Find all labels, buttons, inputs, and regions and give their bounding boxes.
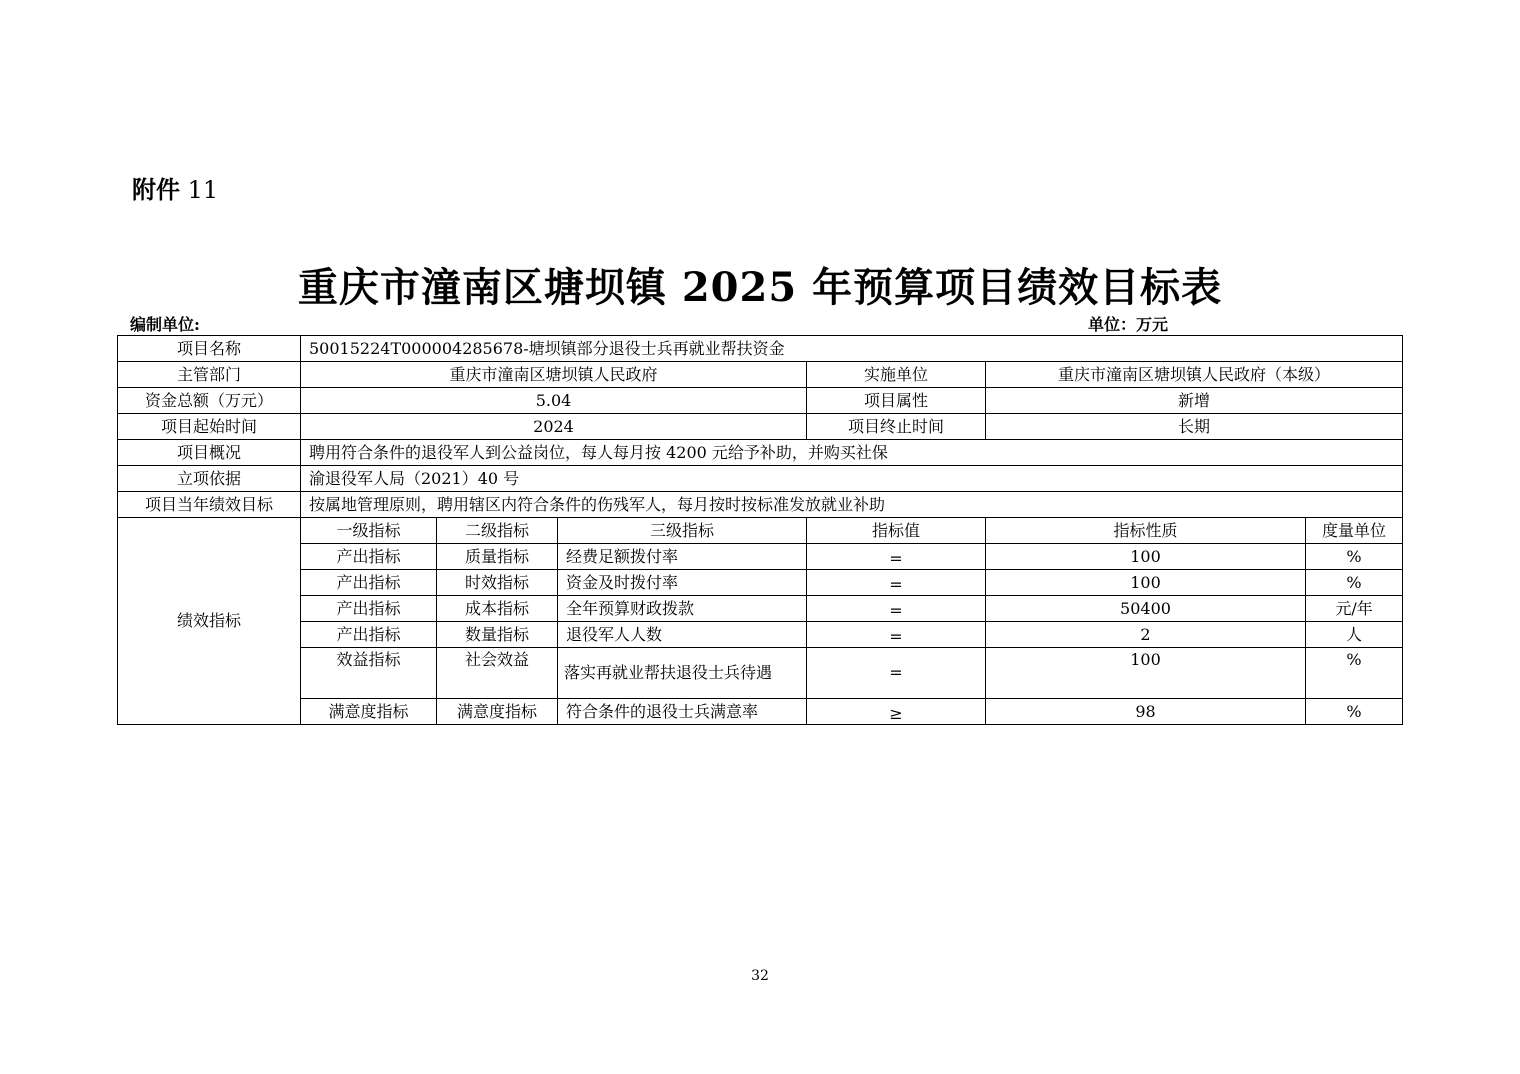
row-dept — [118, 362, 1403, 388]
perf-operator: = — [807, 622, 986, 648]
row-dates — [118, 414, 1403, 440]
header-unit: 度量单位 — [1306, 518, 1403, 544]
perf-operator: ≥ — [807, 699, 986, 725]
perf-value: 100 — [986, 544, 1306, 570]
header-nature: 指标性质 — [986, 518, 1306, 544]
perf-l2: 质量指标 — [437, 544, 558, 570]
compiler-label: 编制单位: — [130, 315, 200, 334]
overview-label: 项目概况 — [118, 440, 301, 466]
perf-section-label: 绩效指标 — [118, 518, 301, 725]
perf-l2: 社会效益 — [437, 648, 558, 699]
perf-operator: = — [807, 648, 986, 699]
funds-label: 资金总额（万元） — [118, 388, 301, 414]
perf-value: 98 — [986, 699, 1306, 725]
perf-unit: % — [1306, 699, 1403, 725]
dept-label: 主管部门 — [118, 362, 301, 388]
impl-label: 实施单位 — [807, 362, 986, 388]
start-label: 项目起始时间 — [118, 414, 301, 440]
perf-header-row — [118, 518, 1403, 544]
perf-unit: % — [1306, 570, 1403, 596]
perf-row — [118, 596, 1403, 622]
goal-value: 按属地管理原则，聘用辖区内符合条件的伤残军人，每月按时按标准发放就业补助 — [301, 492, 1403, 518]
attachment-number: 11 — [187, 176, 219, 204]
header-l3: 三级指标 — [558, 518, 807, 544]
funds-value: 5.04 — [301, 388, 807, 414]
attr-label: 项目属性 — [807, 388, 986, 414]
project-name-label: 项目名称 — [118, 336, 301, 362]
attachment-word: 附件 — [132, 176, 180, 204]
unit-label: 单位：万元 — [1088, 315, 1169, 334]
perf-value: 2 — [986, 622, 1306, 648]
start-value: 2024 — [301, 414, 807, 440]
basis-value: 渝退役军人局（2021）40 号 — [301, 466, 1403, 492]
row-goal — [118, 492, 1403, 518]
overview-value: 聘用符合条件的退役军人到公益岗位，每人每月按 4200 元给予补助，并购买社保 — [301, 440, 1403, 466]
perf-l2: 满意度指标 — [437, 699, 558, 725]
perf-l1: 产出指标 — [301, 596, 437, 622]
perf-l1: 效益指标 — [301, 648, 437, 699]
perf-value: 100 — [986, 570, 1306, 596]
attachment-label — [132, 170, 218, 205]
header-value: 指标值 — [807, 518, 986, 544]
end-label: 项目终止时间 — [807, 414, 986, 440]
perf-value: 50400 — [986, 596, 1306, 622]
attr-value: 新增 — [986, 388, 1403, 414]
perf-l1: 产出指标 — [301, 544, 437, 570]
perf-operator: = — [807, 570, 986, 596]
page-title: 重庆市潼南区塘坝镇 2025 年预算项目绩效目标表 — [297, 264, 1223, 311]
perf-row — [118, 544, 1403, 570]
perf-l2: 数量指标 — [437, 622, 558, 648]
perf-l3: 符合条件的退役士兵满意率 — [558, 699, 807, 725]
perf-l1: 产出指标 — [301, 622, 437, 648]
dept-value: 重庆市潼南区塘坝镇人民政府 — [301, 362, 807, 388]
perf-l1: 产出指标 — [301, 570, 437, 596]
perf-l3: 资金及时拨付率 — [558, 570, 807, 596]
impl-value: 重庆市潼南区塘坝镇人民政府（本级） — [986, 362, 1403, 388]
perf-unit: % — [1306, 648, 1403, 699]
performance-table — [117, 335, 1403, 725]
project-name-value: 50015224T000004285678-塘坝镇部分退役士兵再就业帮扶资金 — [301, 336, 1403, 362]
perf-unit: % — [1306, 544, 1403, 570]
perf-l1: 满意度指标 — [301, 699, 437, 725]
perf-l2: 成本指标 — [437, 596, 558, 622]
row-project-name — [118, 336, 1403, 362]
perf-l3: 全年预算财政拨款 — [558, 596, 807, 622]
end-value: 长期 — [986, 414, 1403, 440]
perf-value: 100 — [986, 648, 1306, 699]
basis-label: 立项依据 — [118, 466, 301, 492]
perf-row — [118, 699, 1403, 725]
perf-operator: = — [807, 596, 986, 622]
perf-row — [118, 570, 1403, 596]
perf-l3: 退役军人人数 — [558, 622, 807, 648]
header-l1: 一级指标 — [301, 518, 437, 544]
perf-l3: 经费足额拨付率 — [558, 544, 807, 570]
perf-l3: 落实再就业帮扶退役士兵待遇 — [558, 648, 807, 699]
perf-unit: 人 — [1306, 622, 1403, 648]
row-funds — [118, 388, 1403, 414]
perf-unit: 元/年 — [1306, 596, 1403, 622]
perf-row — [118, 648, 1403, 699]
perf-l2: 时效指标 — [437, 570, 558, 596]
row-overview — [118, 440, 1403, 466]
header-l2: 二级指标 — [437, 518, 558, 544]
perf-operator: = — [807, 544, 986, 570]
goal-label: 项目当年绩效目标 — [118, 492, 301, 518]
row-basis — [118, 466, 1403, 492]
perf-row — [118, 622, 1403, 648]
page-number: 32 — [751, 968, 769, 984]
